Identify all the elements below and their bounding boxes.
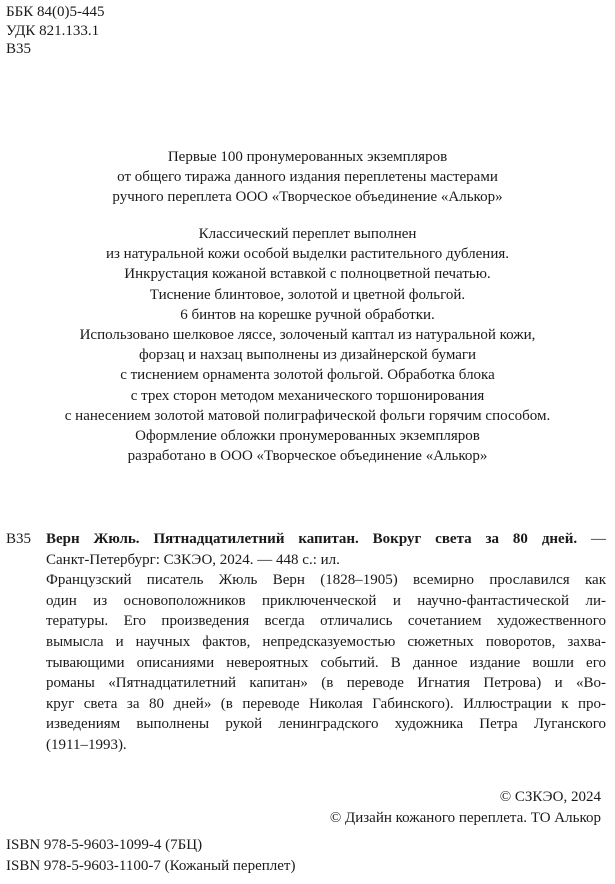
binding-line: Классический переплет выполнен bbox=[198, 226, 417, 242]
binding-line: 6 бинтов на корешке ручной обработки. bbox=[180, 306, 435, 323]
binding-line: с тиснением орнамента золотой фольгой. Обработка блока bbox=[120, 367, 495, 384]
title-dash: — bbox=[591, 531, 606, 547]
binding-line: с трех сторон методом механического торшонирования bbox=[130, 387, 485, 404]
annotation-title-row bbox=[6, 529, 606, 550]
binding-line: из натуральной кожи особой выделки растительного дубления. bbox=[105, 246, 510, 263]
classification-codes bbox=[6, 3, 104, 59]
annotation-line: Французский писатель Жюль Верн (1828–1905) всемирно прославился как bbox=[46, 572, 606, 589]
annotation-row bbox=[6, 694, 606, 715]
binding-description bbox=[0, 224, 615, 466]
numbered-line: Первые 100 пронумерованных экземпляров bbox=[167, 149, 448, 165]
annotation-line: романы «Пятнадцатилетний капитан» (в переводе Игнатия Петрова) и «Во- bbox=[46, 675, 606, 692]
book-title: Верн Жюль. Пятнадцатилетний капитан. Вокруг света за 80 дней. bbox=[46, 531, 578, 547]
annotation-line: круг света за 80 дней» (в переводе Николая Габинского). Иллюстрации к про- bbox=[46, 695, 606, 712]
binding-line: разработано в ООО «Творческое объединение «Алькор» bbox=[127, 448, 488, 465]
author-mark: В35 bbox=[6, 41, 32, 57]
annotation-row bbox=[6, 591, 606, 612]
annotation-row bbox=[6, 611, 606, 632]
binding-line: Инкрустация кожаной вставкой с полноцветной печатью. bbox=[124, 266, 491, 283]
isbn-block bbox=[6, 835, 295, 877]
annotation-row bbox=[6, 550, 606, 571]
binding-line: Использовано шелковое ляссе, золоченый каптал из натуральной кожи, bbox=[79, 327, 536, 344]
copyright-line: © СЗКЭО, 2024 bbox=[499, 789, 601, 805]
annotation-row bbox=[6, 673, 606, 694]
annotation-line: (1911–1993). bbox=[46, 736, 127, 753]
annotation-row bbox=[6, 653, 606, 674]
annotation-line: изведениям выполнены рукой ленинградского художника Петра Луганского bbox=[46, 716, 606, 733]
binding-line: форзац и нахзац выполнены из дизайнерской бумаги bbox=[138, 347, 477, 364]
bibliographic-annotation bbox=[6, 529, 606, 756]
copyright-block bbox=[330, 787, 601, 829]
annotation-title-line bbox=[46, 529, 606, 550]
annotation-line: один из основоположников приключенческой и научно-фантастической ли- bbox=[46, 592, 606, 609]
annotation-row bbox=[6, 735, 606, 756]
numbered-line: ручного переплета ООО «Творческое объединение «Алькор» bbox=[112, 189, 503, 206]
numbered-copies-note bbox=[0, 147, 615, 208]
isbn-line: ISBN 978-5-9603-1100-7 (Кожаный переплет) bbox=[6, 858, 296, 874]
binding-line: Тиснение блинтовое, золотой и цветной фольгой. bbox=[149, 286, 466, 303]
binding-line: Оформление обложки пронумерованных экземпляров bbox=[135, 428, 480, 445]
copyright-line: © Дизайн кожаного переплета. ТО Алькор bbox=[329, 810, 601, 826]
annotation-row bbox=[6, 570, 606, 591]
bbk-code: ББК 84(0)5-445 bbox=[6, 4, 105, 20]
imprint: Санкт-Петербург: СЗКЭО, 2024. — 448 с.: ил. bbox=[46, 551, 340, 568]
udk-code: УДК 821.133.1 bbox=[6, 22, 100, 39]
annotation-row bbox=[6, 632, 606, 653]
annotation-row bbox=[6, 714, 606, 735]
isbn-line: ISBN 978-5-9603-1099-4 (7БЦ) bbox=[6, 837, 203, 853]
annotation-line: вымысла и научных фактов, непредсказуемостью сюжетных поворотов, захва- bbox=[46, 633, 606, 650]
annotation-index: В35 bbox=[6, 531, 32, 547]
binding-line: с нанесением золотой матовой полиграфической фольги горячим способом. bbox=[64, 407, 551, 424]
numbered-line: от общего тиража данного издания переплетены мастерами bbox=[117, 169, 498, 186]
annotation-line: тературы. Его произведения всегда отличались сочетанием художественного bbox=[46, 613, 606, 630]
annotation-line: тывающими описаниями невероятных событий. В данное издание вошли его bbox=[46, 654, 606, 671]
